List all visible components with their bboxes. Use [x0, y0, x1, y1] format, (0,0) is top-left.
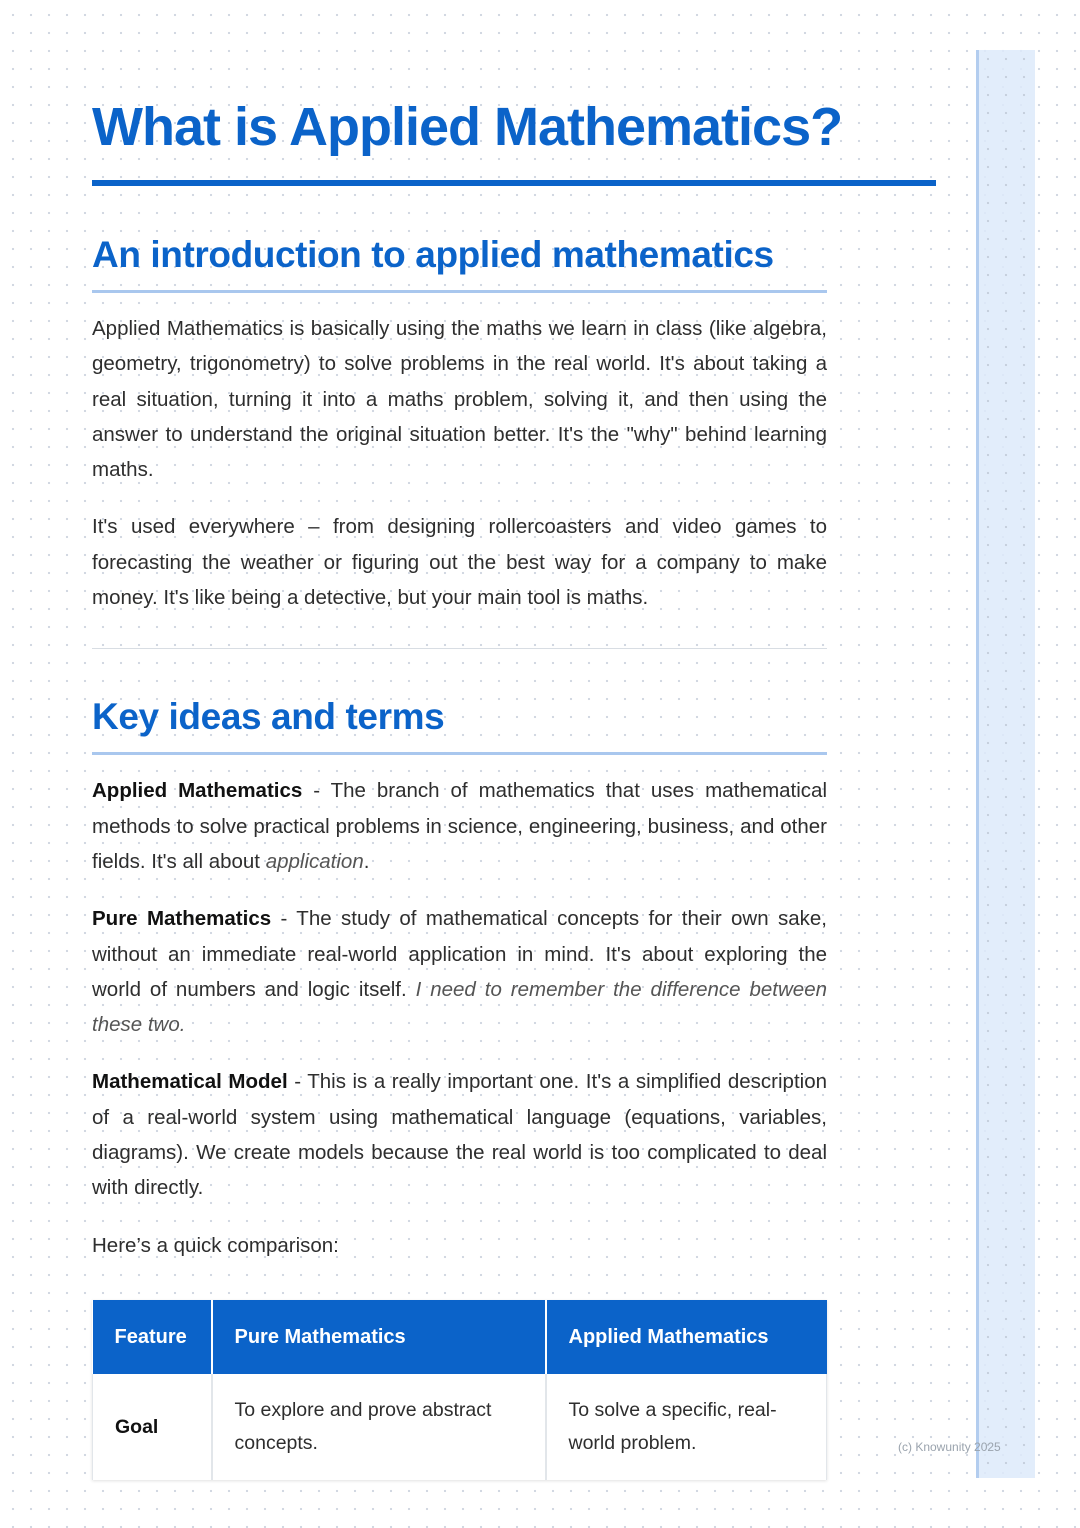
comparison-intro: Here’s a quick comparison: [92, 1233, 339, 1257]
intro-paragraph-1: Applied Mathematics is basically using the maths we learn in class (like algebra, geometry, trigonometry) to solve problems in the real world. It's about taking a real situation, turning it into a maths problem, solving it, and then using the answer to understand the original situation better. It's the "why" behind learning maths. [92, 317, 827, 482]
intro-paragraph-2: It's used everywhere – from designing rollercoasters and video games to forecasting the weather or figuring out the best way for a company to make money. It's like being a detective, but your main tool is maths. [92, 515, 827, 610]
term-name: Pure Mathematics [92, 907, 272, 931]
term-definition: - This is a really important one. It's a simplified description of a real-world system using mathematical language (equations, variables, diagrams). We create models because the real world is too complicated to deal with directly. [92, 1070, 827, 1200]
table-row [93, 1374, 827, 1480]
sidebar-strip [976, 50, 1035, 1478]
term-after: . [363, 849, 370, 873]
term-name: Applied Mathematics [92, 779, 303, 803]
section-divider [92, 648, 827, 649]
title-underline [92, 180, 936, 186]
page-title: What is Applied Mathematics? [92, 97, 843, 157]
page-content [92, 90, 936, 1454]
section-heading-intro: An introduction to applied mathematics [92, 234, 774, 275]
copyright-footer: (c) Knowunity 2025 [898, 1440, 1001, 1454]
term-name: Mathematical Model [92, 1070, 288, 1094]
term-definition: - The branch of mathematics that uses mathematical methods to solve practical problems in science, engineering, business, and other fields. It's all about [92, 779, 828, 873]
section-underline [92, 752, 827, 755]
table-header-pure: Pure Mathematics [212, 1300, 546, 1374]
term-applied-mathematics [92, 773, 827, 879]
term-emphasis: I need to remember the difference between these two. [92, 977, 827, 1037]
comparison-table [92, 1300, 827, 1480]
term-mathematical-model [92, 1064, 827, 1205]
table-header-feature: Feature [93, 1300, 212, 1374]
table-cell-pure: To explore and prove abstract concepts. [212, 1374, 546, 1480]
table-cell-feature: Goal [93, 1374, 212, 1480]
table-cell-applied: To solve a specific, real-world problem. [546, 1374, 827, 1480]
term-definition: - The study of mathematical concepts for their own sake, without an immediate real-world application in mind. It's about exploring the world of numbers and logic itself. [92, 907, 827, 1001]
section-underline [92, 290, 827, 293]
table-header-row [93, 1300, 827, 1374]
table-header-applied: Applied Mathematics [546, 1300, 827, 1374]
section-heading-key-ideas: Key ideas and terms [92, 696, 445, 738]
term-emphasis: application [265, 849, 364, 873]
term-pure-mathematics [92, 901, 827, 1042]
